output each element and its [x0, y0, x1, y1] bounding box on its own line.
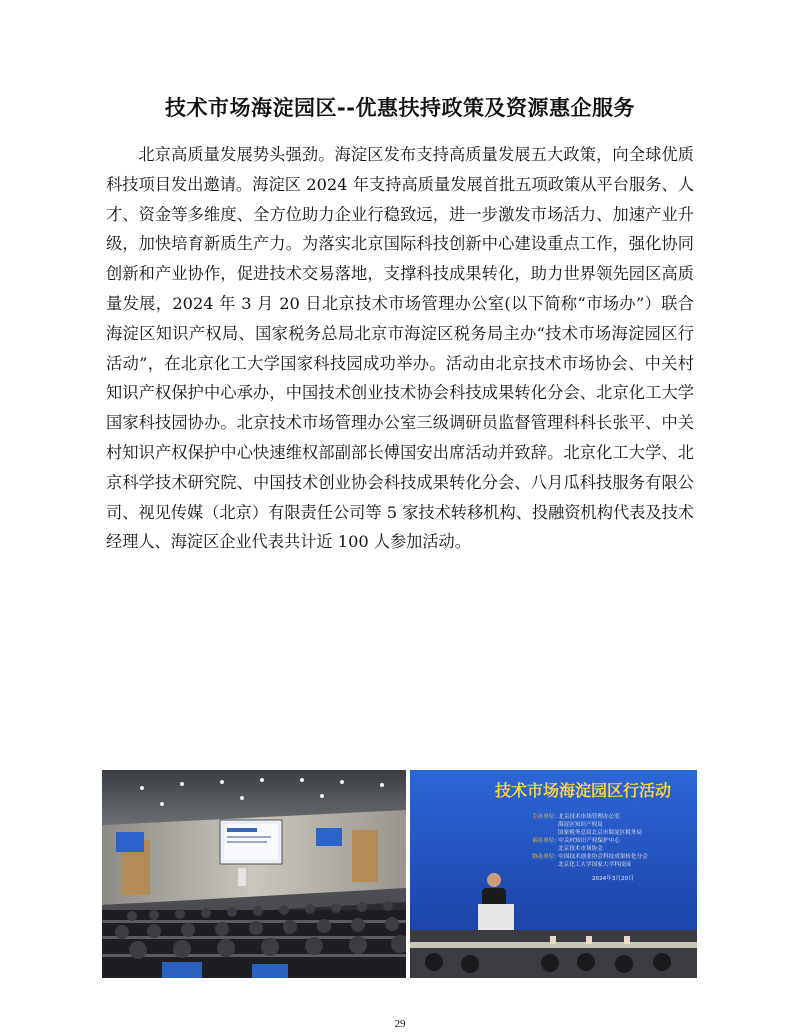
svg-text:北京技术市场协会: 北京技术市场协会	[558, 846, 603, 852]
screen-title: 技术市场海淀园区行活动	[494, 781, 672, 800]
conference-hall-photo	[102, 770, 406, 978]
svg-text:承办单位:中关村知识产权保护中心: 承办单位: 中关村知识产权保护中心	[532, 838, 620, 844]
svg-text:北京化工大学国家大学科技园: 北京化工大学国家大学科技园	[558, 862, 631, 868]
event-stage-photo	[410, 770, 697, 978]
screen-date: 2024年3月20日	[592, 876, 634, 882]
svg-text:主办单位:北京技术市场管理办公室: 主办单位: 北京技术市场管理办公室	[532, 814, 620, 820]
page-title: 技术市场海淀园区--优惠扶持政策及资源惠企服务	[165, 96, 635, 121]
page-number: 29	[394, 1018, 406, 1030]
svg-text:协办单位:中国技术创业协会科技成果转化分会: 协办单位: 中国技术创业协会科技成果转化分会	[532, 854, 648, 860]
svg-text:国家税务总局北京市海淀区税务局: 国家税务总局北京市海淀区税务局	[558, 830, 642, 836]
svg-text:海淀区知识产权局: 海淀区知识产权局	[558, 822, 603, 828]
body-paragraph: 北京高质量发展势头强劲。海淀区发布支持高质量发展五大政策，向全球优质科技项目发出邀请。海淀区 2024 年支持高质量发展首批五项政策从平台服务、人才、资金等多维度、全方位助力企业行稳致远，进一步激发市场活力、加速产业升级，加快培育新质生产力。为落实北京国际科技创新中心建设重点工作，强化协同创新和产业协作，促进技术交易落地，支撑科技成果转化，助力世界领先园区高质量发展，2024 年 3 月 20 日北京技术市场管理办公室(以下简称“市场办”）联合海淀区知识产权局、国家税务总局北京市海淀区税务局主办“技术市场海淀园区行活动”，在北京化工大学国家科技园成功举办。活动由北京技术市场协会、中关村知识产权保护中心承办，中国技术创业技术协会科技成果转化分会、北京化工大学国家科技园协办。北京技术市场管理办公室三级调研员监督管理科科长张平、中关村知识产权保护中心快速维权部副部长傅国安出席活动并致辞。北京化工大学、北京科学技术研究院、中国技术创业协会科技成果转化分会、八月瓜科技服务有限公司、视见传媒（北京）有限责任公司等 5 家技术转移机构、投融资机构代表及技术经理人、海淀区企业代表共计近 100 人参加活动。	[106, 145, 694, 552]
